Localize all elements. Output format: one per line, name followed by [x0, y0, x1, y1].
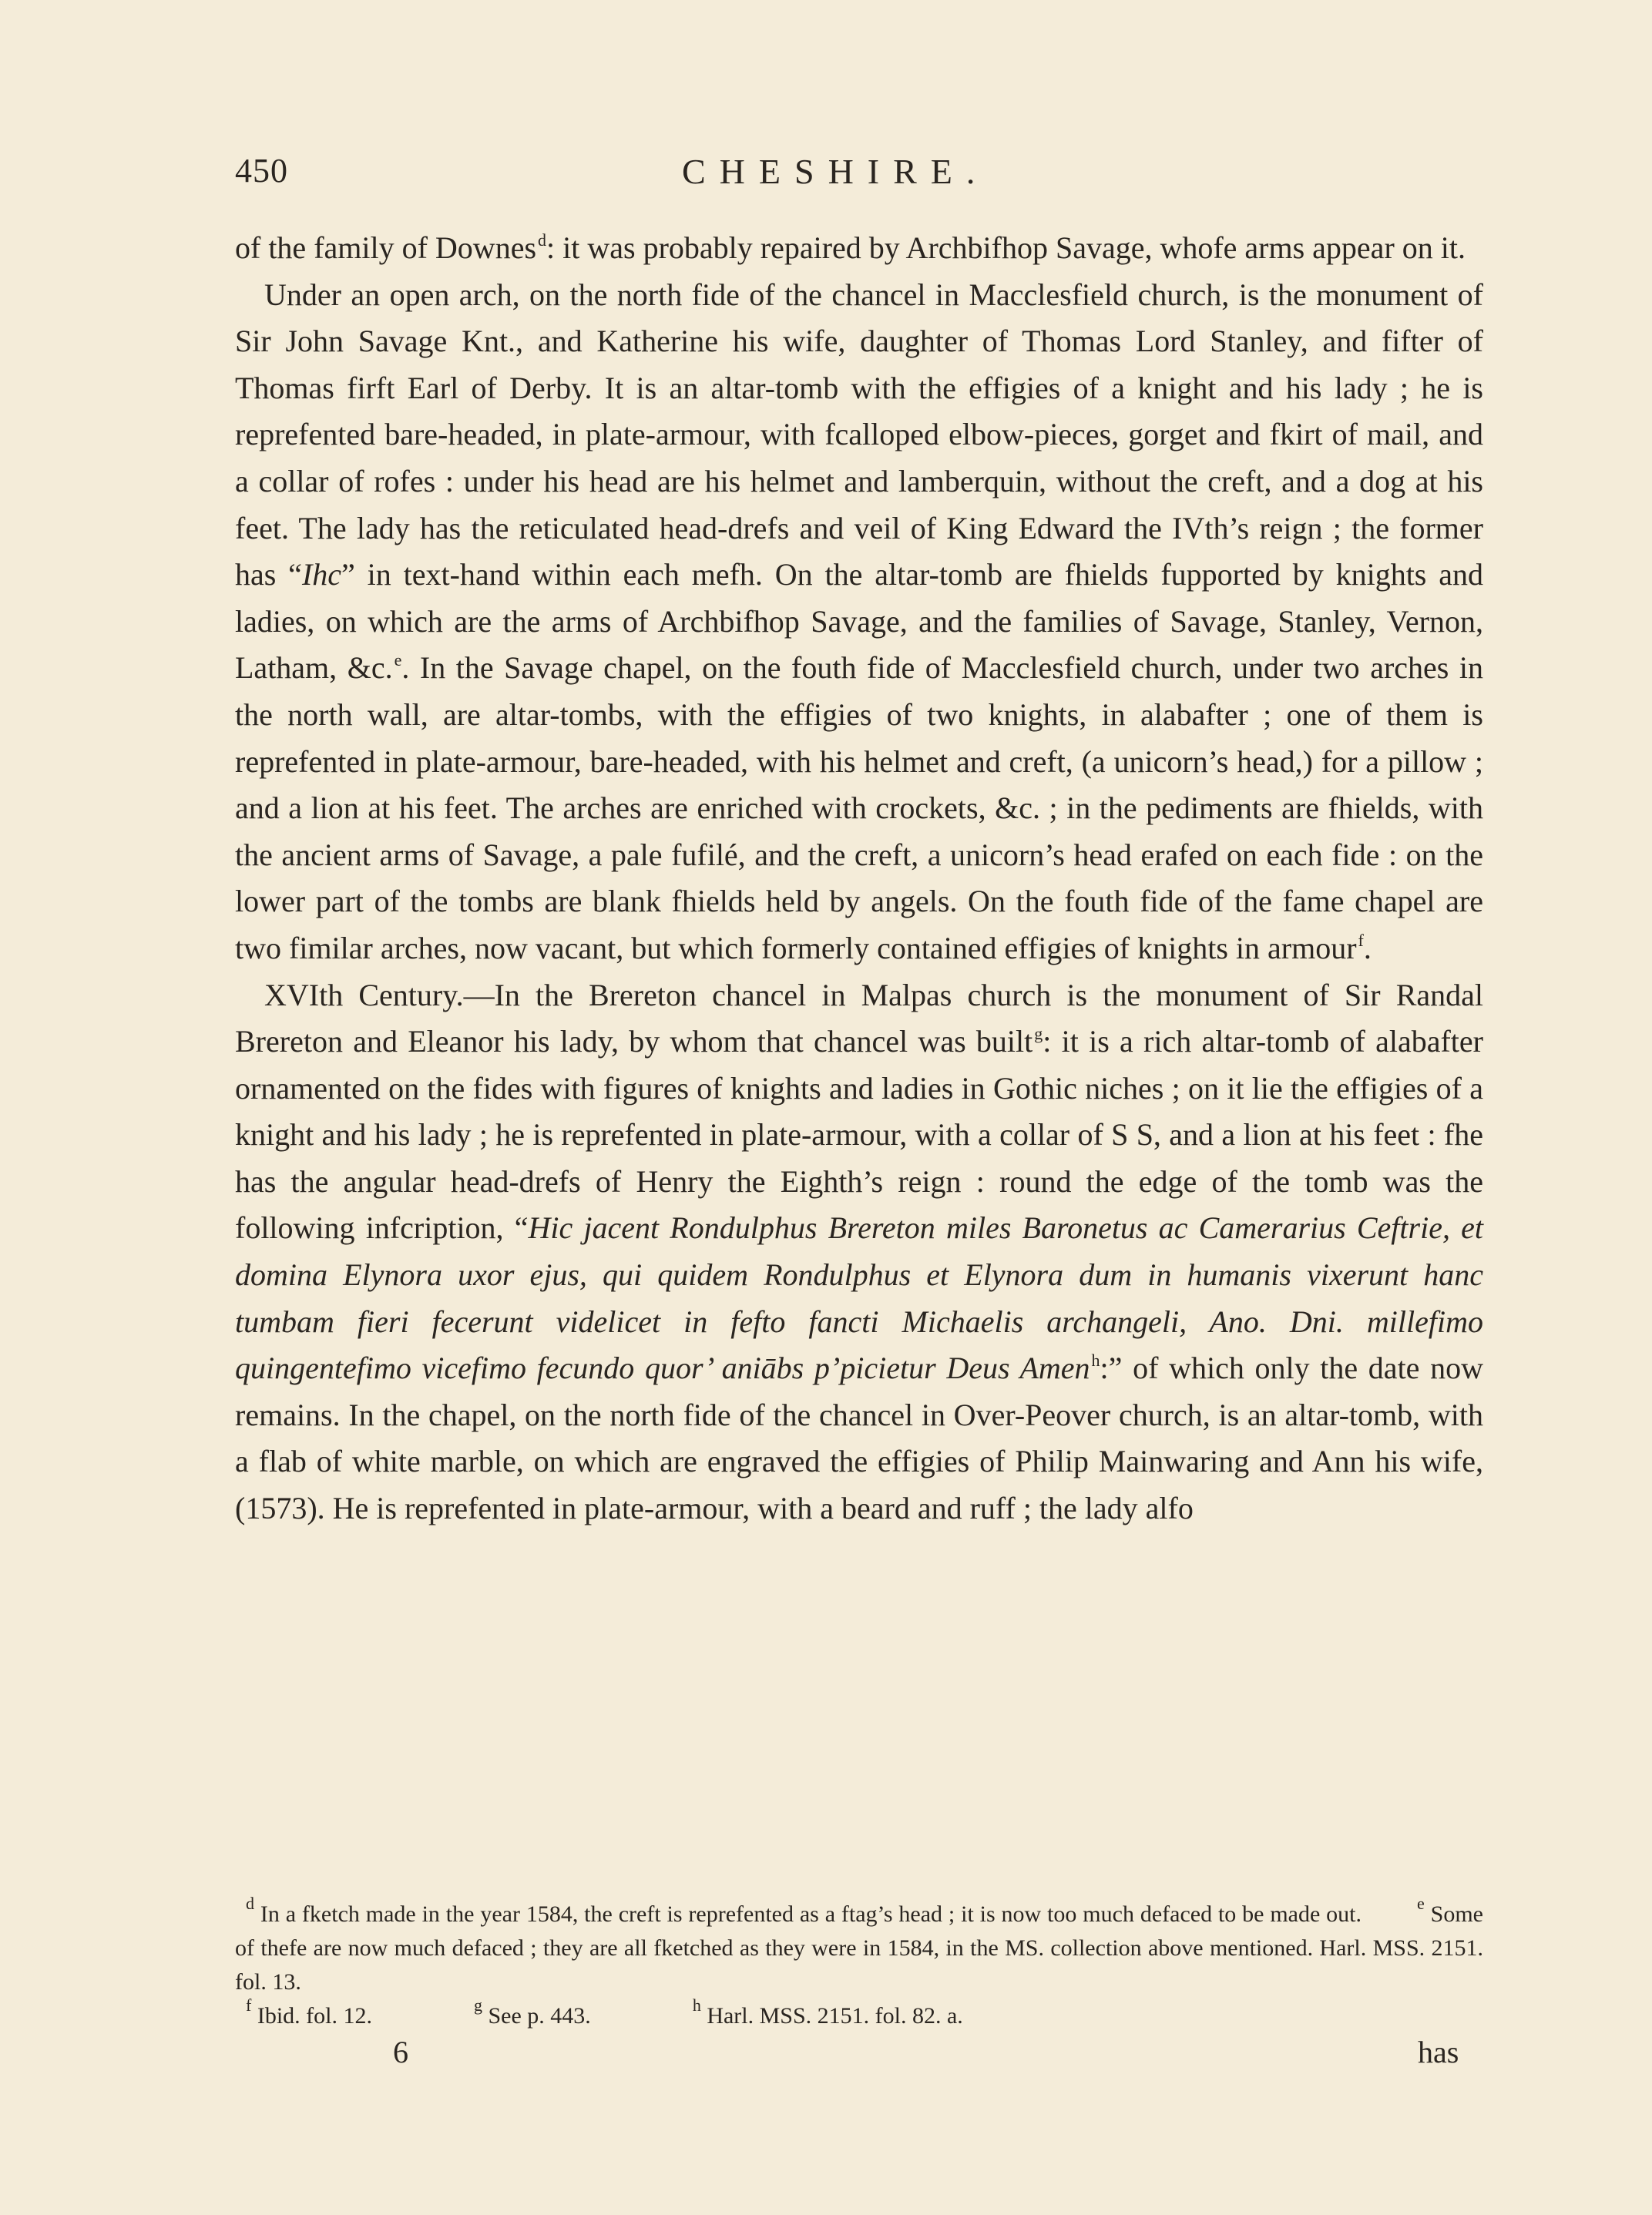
- text-run: .: [1363, 930, 1372, 965]
- footnote-ref-e: e: [394, 650, 402, 670]
- text-run: ” in text-hand within each mefh. On the altar-tomb are fhields fupported by knights and ladies, on which are the arms of Archbifhop Savage, and the families of Savage, Stanley, Vernon, Latham, &c.: [235, 557, 1483, 686]
- catchword: has: [1418, 2035, 1459, 2069]
- paragraph-3: [235, 972, 1483, 1532]
- paragraph-2: [235, 272, 1483, 972]
- footnote-mark-g: g: [473, 1995, 482, 2015]
- text-run: . In the Savage chapel, on the fouth fide of Macclesfield church, under two arches in the north wall, are altar-tombs, with the effigies of two knights, in alabafter ; one of them is reprefented in plate-armour, bare-headed, with his helmet and creft, (a unicorn’s head,) for a pillow ; and a lion at his feet. The arches are enriched with crockets, &c. ; in the pediments are fhields, with the ancient arms of Savage, a pale fufilé, and the creft, a unicorn’s head erafed on each fide : on the lower part of the tombs are blank fhields held by angels. On the fouth fide of the fame chapel are two fimilar arches, now vacant, but which formerly contained effigies of knights in armour: [235, 650, 1483, 965]
- footnote-mark-d: d: [246, 1894, 254, 1913]
- footnote-mark-f: f: [246, 1995, 252, 2015]
- footnote-d-e: [235, 1894, 1483, 1999]
- running-title: CHESHIRE.: [682, 152, 989, 191]
- body-text: [235, 225, 1483, 1532]
- text-run: Under an open arch, on the north fide of the chancel in Macclesfield church, is the monument of Sir John Savage Knt., and Katherine his wife, daughter of Thomas Lord Stanley, and fifter of Thomas firft Earl of Derby. It is an altar-tomb with the effigies of a knight and his lady ; he is reprefented bare-headed, in plate-armour, with fcalloped elbow-pieces, gorget and fkirt of mail, and a collar of rofes : under his head are his helmet and lamberquin, without the creft, and a dog at his feet. The lady has the reticulated head-drefs and veil of King Edward the IVth’s reign ; the former has “: [235, 277, 1483, 592]
- italic-ihc: Ihc: [301, 557, 342, 592]
- footnote-ref-d: d: [538, 230, 547, 250]
- text-run: of the family of Downes: [235, 230, 537, 265]
- text-run: :” of which only the date now remains. In the chapel, on the north fide of the chancel in Over-Peover church, is an altar-tomb, with a flab of white marble, on which are engraved the effigies of Philip Mainwaring and Ann his wife, (1573). He is reprefented in plate-armour, with a beard and ruff ; the lady alfo: [235, 1351, 1483, 1526]
- footnotes: [235, 1894, 1483, 2033]
- footnote-mark-e: e: [1417, 1894, 1425, 1913]
- footnote-g-text: See p. 443.: [488, 2003, 591, 2029]
- text-run: XVIth Century.—In the Brereton chancel in Malpas church is the monument of Sir Randal Brereton and Eleanor his lady, by whom that chancel was built: [235, 977, 1483, 1059]
- signature-mark: 6: [393, 2035, 408, 2069]
- footnote-f-text: Ibid. fol. 12.: [257, 2003, 372, 2029]
- page-header: [235, 151, 1483, 205]
- footnote-d-text: In a fketch made in the year 1584, the creft is reprefented as a ftag’s head ; it is now too much defaced to be made out.: [260, 1901, 1362, 1927]
- latin-inscription: Hic jacent Rondulphus Brereton miles Baronetus ac Camerarius Ceftrie, et domina Elynora uxor ejus, qui quidem Rondulphus et Elynora dum in humanis vixerunt hanc tumbam fieri fecerunt videlicet in fefto fancti Michaelis archangeli, Ano. Dni. millefimo quingentefimo vicefimo fecundo quor’ aniābs p’picietur Deus Amen: [235, 1210, 1483, 1386]
- page-number: 450: [235, 152, 288, 190]
- footnote-h-text: Harl. MSS. 2151. fol. 82. a.: [707, 2003, 963, 2029]
- footnote-f-g-h: [235, 1995, 1483, 2033]
- text-run: : it was probably repaired by Archbifhop Savage, whofe arms appear on it.: [546, 230, 1466, 265]
- footnote-mark-h: h: [692, 1995, 701, 2015]
- footnote-ref-h: h: [1091, 1351, 1100, 1371]
- text-run: : it is a rich altar-tomb of alabafter ornamented on the fides with figures of knights and ladies in Gothic niches ; on it lie the effigies of a knight and his lady ; he is reprefented in plate-armour, with a collar of S S, and a lion at his feet : fhe has the angular head-drefs of Henry the Eighth’s reign : round the edge of the tomb was the following infcription, “: [235, 1024, 1483, 1246]
- footnote-ref-f: f: [1358, 930, 1364, 950]
- paragraph-1: [235, 225, 1483, 272]
- footnote-e-text: Some of thefe are now much defaced ; they are all fketched as they were in 1584, in the MS. collection above mentioned. Harl. MSS. 2151. fol. 13.: [235, 1901, 1483, 1995]
- footnote-ref-g: g: [1034, 1024, 1043, 1044]
